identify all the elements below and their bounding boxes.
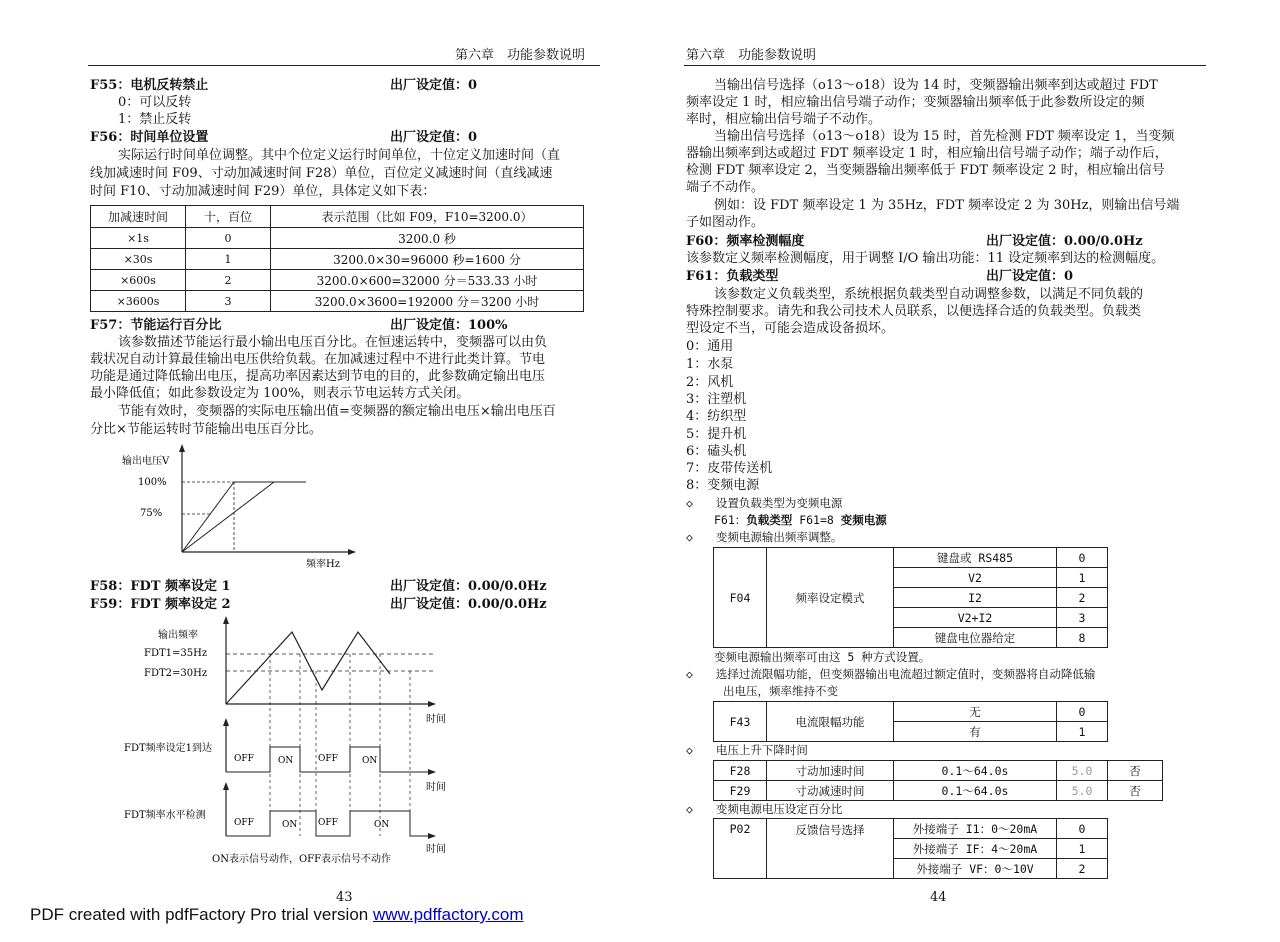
table-cell: 反馈信号选择: [767, 819, 894, 879]
f56-title: F56：时间单位设置: [90, 130, 209, 145]
table-cell: 键盘或 RS485: [894, 548, 1057, 568]
f56-desc: 线加减速时间 F09、寸动加减速时间 F28）单位，百位定义减速时间（直线减速: [90, 166, 553, 181]
axis-label-voltage: 输出电压V: [122, 456, 170, 467]
state-off: OFF: [318, 754, 338, 764]
table-row: [714, 781, 1163, 801]
table-cell: 0.1～64.0s: [894, 781, 1057, 801]
bullet-cont: 出电压，频率维持不变: [723, 684, 838, 698]
table-cell: 1: [186, 249, 271, 270]
sub-prefix: F61：: [714, 513, 747, 527]
table-row: [91, 228, 584, 249]
table-row: [714, 548, 1108, 568]
table-cell: 3200.0 秒: [271, 228, 584, 249]
chapter-header: 第六章 功能参数说明: [455, 48, 586, 63]
table-cell: 外接端子 I1：0～20mA: [894, 819, 1057, 839]
table-cell: 0: [186, 228, 271, 249]
state-on: ON: [374, 820, 390, 830]
f55-opt0: 0：可以反转: [118, 95, 192, 110]
state-on: ON: [362, 756, 378, 766]
table-cell: 3: [186, 291, 271, 312]
table-row: [91, 249, 584, 270]
state-on: ON: [278, 756, 294, 766]
page-44: [640, 0, 1280, 942]
table-cell: 3: [1057, 608, 1108, 628]
table-cell: 3200.0×600=32000 分＝533.33 小时: [271, 270, 584, 291]
page-number: 44: [930, 890, 947, 905]
f61-default: 出厂设定值：0: [986, 269, 1074, 284]
table-cell: 5.0: [1057, 781, 1108, 801]
ramp-time-table: [713, 760, 1163, 801]
body-text: 当输出信号选择（o13～o18）设为 15 时，首先检测 FDT 频率设定 1，当变频: [714, 129, 1175, 144]
f59-title: F59：FDT 频率设定 2: [90, 597, 231, 612]
body-text: 端子不动作。: [686, 180, 765, 195]
list-item: 4：纺织型: [686, 409, 747, 424]
list-item: 3：注塑机: [686, 392, 747, 407]
table-cell: ×30s: [91, 249, 186, 270]
table-cell: 外接端子 IF：4～20mA: [894, 839, 1057, 859]
table-cell: 1: [1057, 722, 1108, 742]
list-item: 6：磕头机: [686, 444, 747, 459]
fdt-timing-diagram: [120, 614, 460, 868]
state-off: OFF: [318, 818, 338, 828]
list-item: 2：风机: [686, 375, 734, 390]
table-cell: 8: [1057, 628, 1108, 648]
list-item: 5：提升机: [686, 427, 747, 442]
table-cell: F28: [714, 761, 767, 781]
table-cell: 电流限幅功能: [767, 702, 894, 742]
f61-desc: 型设定不当，可能会造成设备损坏。: [686, 321, 895, 336]
table-cell: 0: [1057, 548, 1108, 568]
figure-note: ON表示信号动作，OFF表示信号不动作: [212, 854, 392, 865]
table-cell: I2: [894, 588, 1057, 608]
table-row: [714, 702, 1108, 722]
f58-default: 出厂设定值：0.00/0.0Hz: [390, 579, 547, 594]
f59-default: 出厂设定值：0.00/0.0Hz: [390, 597, 547, 612]
table-cell: 0.1～64.0s: [894, 761, 1057, 781]
table-row: [91, 270, 584, 291]
f57-title: F57：节能运行百分比: [90, 318, 222, 333]
sub-bold: 负载类型: [746, 513, 793, 527]
tick-75: 75%: [140, 508, 163, 519]
table-header: 表示范围（比如 F09，F10=3200.0）: [271, 206, 584, 228]
table-cell: ×600s: [91, 270, 186, 291]
time-label: 时间: [426, 714, 446, 725]
table-header: 加减速时间: [91, 206, 186, 228]
f57-text: 载状况自动计算最佳输出电压供给负载。在加减速过程中不进行此类计算。节电: [90, 352, 546, 367]
table-cell: 1: [1057, 839, 1108, 859]
pdf-footer: [30, 905, 524, 925]
table-cell: 1: [1057, 568, 1108, 588]
f56-default: 出厂设定值：0: [390, 130, 478, 145]
f04-table: [713, 547, 1108, 648]
f57-text: 该参数描述节能运行最小输出电压百分比。在恒速运转中，变频器可以由负: [118, 335, 548, 350]
list-item: 1：水泵: [686, 357, 734, 372]
table-cell: 外接端子 VF：0～10V: [894, 859, 1057, 879]
page-number: 43: [336, 890, 353, 905]
bullet: ◇ 变频电源电压设定百分比: [686, 802, 843, 816]
body-text: 子如图动作。: [686, 215, 765, 230]
f60-default: 出厂设定值：0.00/0.0Hz: [986, 234, 1143, 249]
list-item: 0：通用: [686, 339, 734, 354]
time-label: 时间: [426, 844, 446, 855]
table-header: 十，百位: [186, 206, 271, 228]
body-text: 频率设定 1 时，相应输出信号端子动作；变频器输出频率低于此参数所设定的频: [686, 95, 1145, 110]
header-rule: [88, 65, 600, 66]
table-cell: 2: [1057, 588, 1108, 608]
table-cell: 寸动加速时间: [767, 761, 894, 781]
pdffactory-link[interactable]: www.pdffactory.com: [372, 905, 524, 924]
state-on: ON: [282, 820, 298, 830]
table-cell: 无: [894, 702, 1057, 722]
body-text: 当输出信号选择（o13～o18）设为 14 时，变频器输出频率到达或超过 FDT: [714, 78, 1158, 93]
table-cell: 否: [1108, 781, 1163, 801]
f55-title: F55：电机反转禁止: [90, 78, 209, 93]
signal1-label: FDT频率设定1到达: [124, 743, 212, 754]
table-row: [714, 761, 1163, 781]
voltage-frequency-diagram: [110, 444, 370, 574]
time-label: 时间: [426, 782, 446, 793]
table-cell: P02: [714, 819, 767, 879]
table-cell: 有: [894, 722, 1057, 742]
table-cell: 5.0: [1057, 761, 1108, 781]
table-cell: 3200.0×30=96000 秒=1600 分: [271, 249, 584, 270]
f55-default: 出厂设定值：0: [390, 78, 478, 93]
table-cell: 否: [1108, 761, 1163, 781]
header-rule: [684, 65, 1206, 66]
table-cell: ×3600s: [91, 291, 186, 312]
body-text: 器输出频率到达或超过 FDT 频率设定 1 时，相应输出信号端子动作；端子动作后，: [686, 146, 1168, 161]
table-cell: 0: [1057, 702, 1108, 722]
time-unit-table: [90, 205, 584, 312]
f56-desc: 实际运行时间单位调整。其中个位定义运行时间单位，十位定义加速时间（直: [118, 148, 561, 163]
f57-text: 节能有效时，变频器的实际电压输出值=变频器的额定输出电压×输出电压百: [118, 404, 556, 419]
table-cell: F43: [714, 702, 767, 742]
f58-title: F58：FDT 频率设定 1: [90, 579, 231, 594]
state-off: OFF: [234, 754, 254, 764]
table-cell: 2: [186, 270, 271, 291]
f61-desc: 特殊控制要求。请先和我公司技术人员联系，以便选择合适的负载类型。负载类: [686, 304, 1142, 319]
signal2-label: FDT频率水平检测: [124, 810, 206, 821]
f43-table: [713, 701, 1108, 742]
table-cell: F04: [714, 548, 767, 648]
table-cell: 2: [1057, 859, 1108, 879]
table-cell: 键盘电位器给定: [894, 628, 1057, 648]
axis-label-output-freq: 输出频率: [158, 630, 198, 641]
body-text: 检测 FDT 频率设定 2，当变频器输出频率低于 FDT 频率设定 2 时，相应输出信号: [686, 163, 1165, 178]
table-cell: 寸动减速时间: [767, 781, 894, 801]
table-cell: ×1s: [91, 228, 186, 249]
state-off: OFF: [234, 818, 254, 828]
footer-text: PDF created with pdfFactory Pro trial version: [30, 905, 373, 924]
table-cell: 3200.0×3600=192000 分＝3200 小时: [271, 291, 584, 312]
table-row: [91, 291, 584, 312]
label-fdt2: FDT2=30Hz: [144, 668, 208, 679]
table-cell: F29: [714, 781, 767, 801]
table-note: 变频电源输出频率可由这 5 种方式设置。: [714, 650, 931, 664]
p02-table: [713, 818, 1108, 879]
f56-desc: 时间 F10、寸动加减速时间 F29）单位，具体定义如下表：: [90, 184, 436, 199]
table-row: [714, 819, 1108, 839]
list-item: 8：变频电源: [686, 478, 760, 493]
f60-desc: 该参数定义频率检测幅度，用于调整 I/O 输出功能：11 设定频率到达的检测幅度。: [686, 251, 1165, 266]
body-text: 率时，相应输出信号端子不动作。: [686, 112, 882, 127]
tick-100: 100%: [138, 477, 167, 488]
f57-text: 分比×节能运转时节能输出电压百分比。: [90, 422, 322, 437]
f61-desc: 该参数定义负载类型，系统根据负载类型自动调整参数，以满足不同负载的: [714, 287, 1144, 302]
label-fdt1: FDT1=35Hz: [144, 648, 208, 659]
table-cell: 频率设定模式: [767, 548, 894, 648]
bullet-sub: [714, 512, 887, 529]
sub-mid: F61=8: [792, 513, 841, 527]
f55-opt1: 1：禁止反转: [118, 112, 192, 127]
f57-text: 最小降低值；如此参数设定为 100%，则表示节电运转方式关闭。: [90, 386, 470, 401]
chapter-header: 第六章 功能参数说明: [686, 48, 817, 63]
bullet: ◇ 变频电源输出频率调整。: [686, 530, 843, 544]
list-item: 7：皮带传送机: [686, 461, 773, 476]
bullet: ◇ 电压上升下降时间: [686, 743, 808, 757]
table-cell: 0: [1057, 819, 1108, 839]
axis-label-frequency: 频率Hz: [306, 559, 340, 570]
table-cell: V2+I2: [894, 608, 1057, 628]
body-text: 例如：设 FDT 频率设定 1 为 35Hz，FDT 频率设定 2 为 30Hz，则输出信号端: [714, 198, 1180, 213]
f61-title: F61：负载类型: [686, 269, 779, 284]
bullet: ◇ 选择过流限幅功能，但变频器输出电流超过额定值时，变频器将自动降低输: [686, 667, 1096, 681]
table-cell: V2: [894, 568, 1057, 588]
f60-title: F60：频率检测幅度: [686, 234, 805, 249]
bullet: ◇ 设置负载类型为变频电源: [686, 496, 843, 510]
sub-bold: 变频电源: [840, 513, 887, 527]
f57-default: 出厂设定值：100%: [390, 318, 508, 333]
f57-text: 功能是通过降低输出电压，提高功率因素达到节电的目的，此参数确定输出电压: [90, 369, 546, 384]
